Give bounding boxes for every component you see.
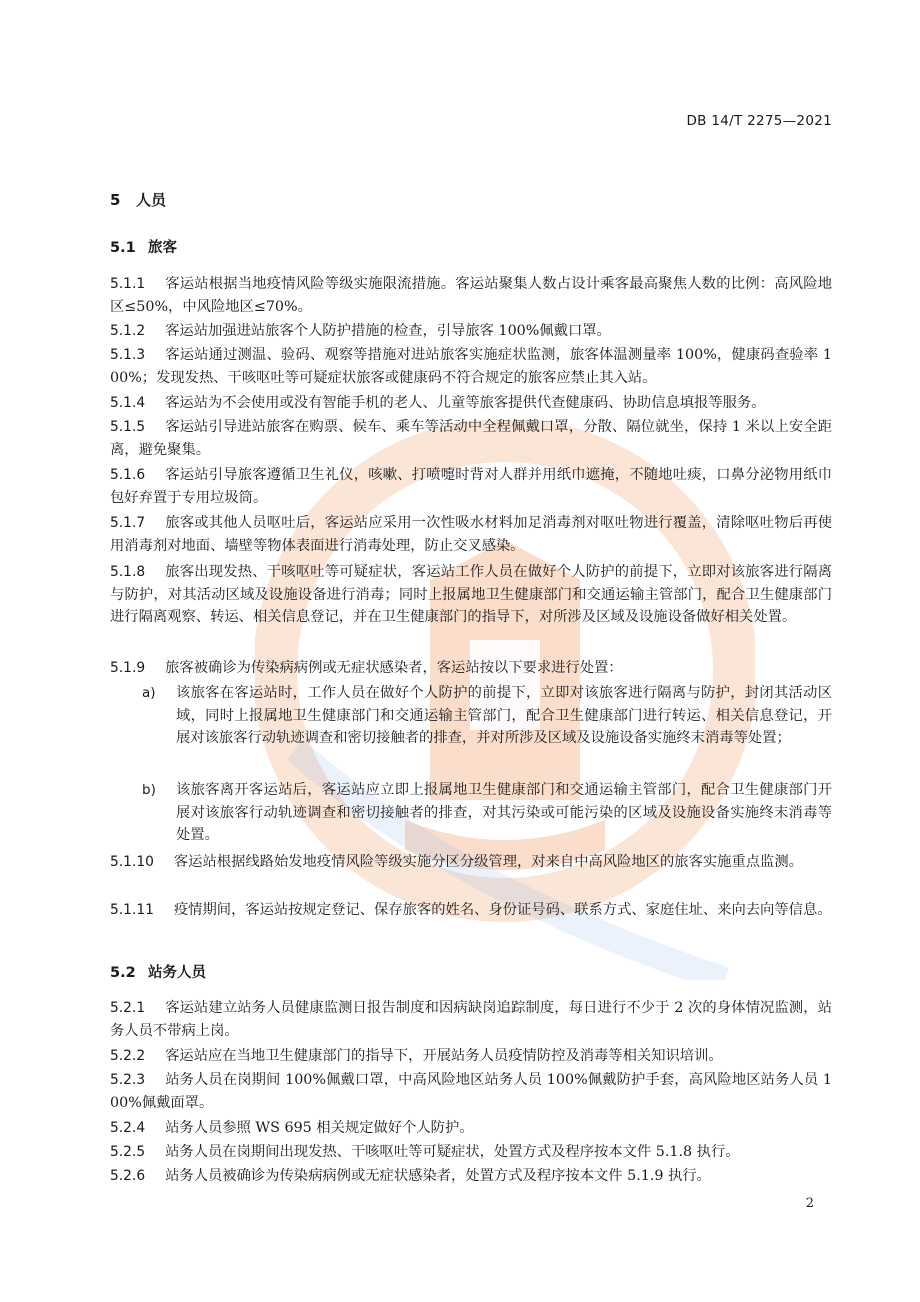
clause-5-2-1 — [110, 997, 832, 1042]
list-item-b — [142, 779, 832, 847]
clause-number: 5.1.7 — [110, 515, 146, 531]
section-title: 人员 — [136, 191, 167, 209]
clause-number: 5.1.11 — [110, 902, 154, 918]
clause-text: 客运站应在当地卫生健康部门的指导下，开展站务人员疫情防控及消毒等相关知识培训。 — [165, 1048, 723, 1064]
clause-5-2-5 — [110, 1141, 832, 1164]
section-number: 5 — [110, 191, 121, 209]
list-text: 该旅客在客运站时，工作人员在做好个人防护的前提下，立即对该旅客进行隔离与防护，封闭其活动区域，同时上报属地卫生健康部门和交通运输主管部门，配合卫生健康部门进行转运、相关信息登记，开展对该旅客行动轨迹调查和密切接触者的排查，并对所涉及区域及设施设备实施终末消毒等处置； — [176, 685, 832, 747]
clause-text: 客运站引导进站旅客在购票、候车、乘车等活动中全程佩戴口罩，分散、隔位就坐，保持 1 米以上安全距离，避免聚集。 — [110, 419, 832, 458]
clause-5-1-3 — [110, 344, 832, 389]
clause-number: 5.2.1 — [110, 1000, 146, 1016]
clause-number: 5.2.2 — [110, 1048, 146, 1064]
clause-5-2-2 — [110, 1045, 832, 1068]
clause-text: 站务人员参照 WS 695 相关规定做好个人防护。 — [165, 1120, 474, 1136]
clause-text: 客运站通过测温、验码、观察等措施对进站旅客实施症状监测，旅客体温测量率 100%，健康码查验率 100%；发现发热、干咳呕吐等可疑症状旅客或健康码不符合规定的旅客应禁止其入站。 — [110, 347, 832, 386]
clause-5-2-4 — [110, 1117, 832, 1140]
clause-5-1-11 — [110, 899, 832, 922]
clause-number: 5.1.8 — [110, 564, 146, 580]
list-text: 该旅客离开客运站后，客运站应立即上报属地卫生健康部门和交通运输主管部门，配合卫生健康部门开展对该旅客行动轨迹调查和密切接触者的排查，对其污染或可能污染的区域及设施设备实施终末消毒等处置。 — [176, 782, 832, 844]
clause-5-1-6 — [110, 464, 832, 509]
page-number: 2 — [805, 1196, 814, 1211]
clause-number: 5.1.5 — [110, 419, 146, 435]
clause-number: 5.1.6 — [110, 467, 146, 483]
clause-text: 站务人员在岗期间 100%佩戴口罩，中高风险地区站务人员 100%佩戴防护手套，高风险地区站务人员 100%佩戴面罩。 — [110, 1072, 832, 1111]
clause-5-1-4 — [110, 392, 832, 415]
clause-number: 5.1.4 — [110, 395, 146, 411]
clause-number: 5.2.5 — [110, 1144, 146, 1160]
clause-number: 5.1.1 — [110, 276, 146, 292]
clause-text: 站务人员被确诊为传染病病例或无症状感染者，处置方式及程序按本文件 5.1.9 执行。 — [165, 1168, 711, 1184]
clause-5-1-10 — [110, 851, 832, 874]
clause-5-1-8 — [110, 561, 832, 629]
clause-number: 5.1.2 — [110, 323, 146, 339]
clause-text: 客运站建立站务人员健康监测日报告制度和因病缺岗追踪制度，每日进行不少于 2 次的身体情况监测，站务人员不带病上岗。 — [110, 1000, 832, 1039]
section-heading-5-2 — [110, 961, 206, 982]
section-number: 5.2 — [110, 965, 136, 981]
clause-5-1-1 — [110, 273, 832, 318]
clause-number: 5.2.3 — [110, 1072, 146, 1088]
clause-text: 客运站加强进站旅客个人防护措施的检查，引导旅客 100%佩戴口罩。 — [165, 323, 611, 339]
clause-text: 疫情期间，客运站按规定登记、保存旅客的姓名、身份证号码、联系方式、家庭住址、来向去向等信息。 — [173, 902, 832, 918]
clause-5-1-9 — [110, 657, 832, 680]
clause-5-1-7 — [110, 512, 832, 557]
list-label: a) — [142, 685, 156, 701]
clause-5-2-3 — [110, 1069, 832, 1114]
clause-5-1-2 — [110, 320, 832, 343]
section-number: 5.1 — [110, 240, 136, 256]
section-heading-5-1 — [110, 236, 177, 257]
section-heading-5 — [110, 189, 166, 210]
clause-5-1-5 — [110, 416, 832, 461]
clause-text: 旅客被确诊为传染病病例或无症状感染者，客运站按以下要求进行处置： — [165, 660, 623, 676]
document-code: DB 14/T 2275—2021 — [686, 113, 832, 129]
clause-number: 5.2.6 — [110, 1168, 146, 1184]
clause-text: 客运站为不会使用或没有智能手机的老人、儿童等旅客提供代查健康码、协助信息填报等服务。 — [165, 395, 766, 411]
clause-text: 旅客出现发热、干咳呕吐等可疑症状，客运站工作人员在做好个人防护的前提下，立即对该旅客进行隔离与防护，对其活动区域及设施设备进行消毒；同时上报属地卫生健康部门和交通运输主管部门，配合卫生健康部门进行隔离观察、转运、相关信息登记，并在卫生健康部门的指导下，对所涉及区域及设施设备做好相关处置。 — [110, 564, 832, 626]
clause-text: 客运站根据当地疫情风险等级实施限流措施。客运站聚集人数占设计乘客最高聚焦人数的比例：高风险地区≤50%，中风险地区≤70%。 — [110, 276, 832, 315]
clause-number: 5.1.3 — [110, 347, 146, 363]
section-title: 旅客 — [148, 240, 177, 256]
clause-text: 旅客或其他人员呕吐后，客运站应采用一次性吸水材料加足消毒剂对呕吐物进行覆盖，清除呕吐物后再使用消毒剂对地面、墙壁等物体表面进行消毒处理，防止交叉感染。 — [110, 515, 832, 554]
clause-text: 客运站根据线路始发地疫情风险等级实施分区分级管理，对来自中高风险地区的旅客实施重点监测。 — [173, 854, 803, 870]
list-label: b) — [142, 782, 156, 798]
clause-number: 5.2.4 — [110, 1120, 146, 1136]
clause-number: 5.1.9 — [110, 660, 146, 676]
list-item-a — [142, 682, 832, 750]
clause-number: 5.1.10 — [110, 854, 154, 870]
clause-5-2-6 — [110, 1165, 832, 1188]
clause-text: 客运站引导旅客遵循卫生礼仪，咳嗽、打喷嚏时背对人群并用纸巾遮掩，不随地吐痰，口鼻分泌物用纸巾包好弃置于专用垃圾筒。 — [110, 467, 832, 506]
clause-text: 站务人员在岗期间出现发热、干咳呕吐等可疑症状，处置方式及程序按本文件 5.1.8 执行。 — [165, 1144, 740, 1160]
section-title: 站务人员 — [148, 965, 206, 981]
